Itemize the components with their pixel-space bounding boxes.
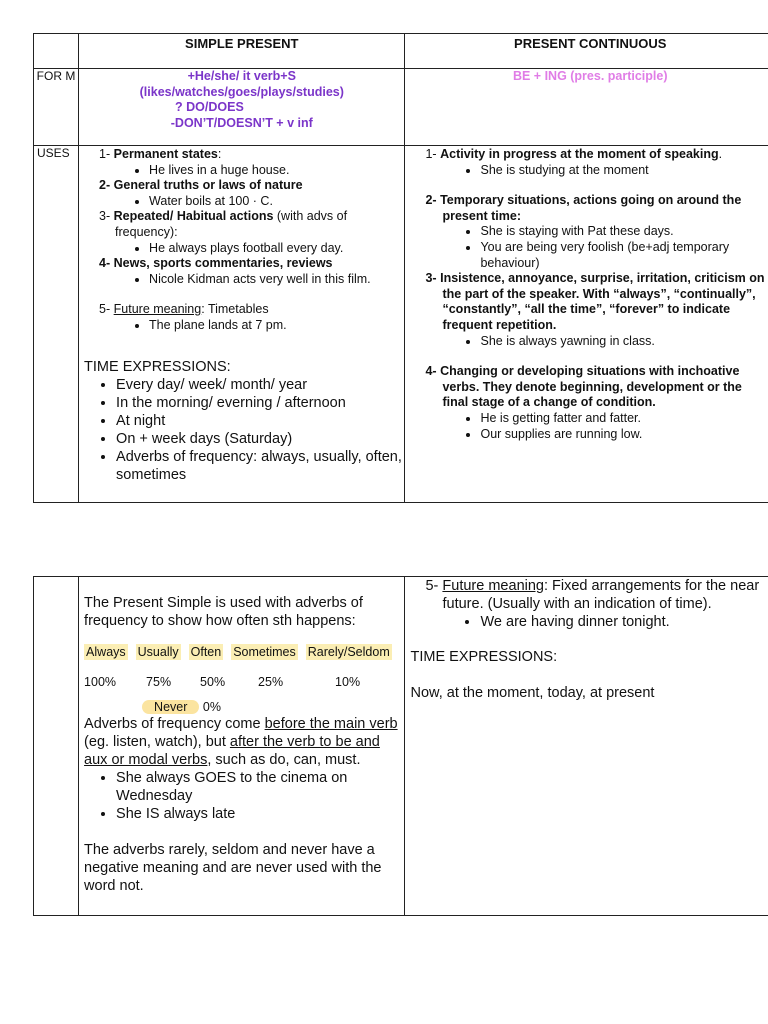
form-row xyxy=(34,69,768,146)
continuous-use-1: 1- Activity in progress at the moment of speaking. xyxy=(425,147,723,161)
simple-use-5-example: • The plane lands at 7 pm. xyxy=(149,318,404,334)
continuous-use-4: 4- Changing or developing situations with inchoative verbs. They denote beginning, development or the final stage of a change of condition. xyxy=(425,364,742,410)
header-row xyxy=(34,34,768,69)
uses-label: USES xyxy=(34,146,79,503)
uses-row xyxy=(34,146,768,503)
simple-form-question: ? DO/DOES xyxy=(175,100,244,114)
continuous-use-3: 3- Insistence, annoyance, surprise, irritation, criticism on the part of the speaker. With “always”, “continually”, “constantly”, “all the time”, “forever” to indicate frequent repetition. xyxy=(425,271,765,332)
continuous-use-2-example: • She is staying with Pat these days. xyxy=(480,224,768,240)
simple-use-1: 1- Permanent states: xyxy=(99,147,222,161)
header-simple-present: SIMPLE PRESENT xyxy=(79,34,405,69)
percent-usually: 75% xyxy=(146,675,172,689)
adverb-rarely-seldom: Rarely/Seldom xyxy=(307,645,390,659)
time-expression-item: • At night xyxy=(116,412,404,430)
simple-use-1-example: • He lives in a huge house. xyxy=(149,163,404,179)
time-expression-item: • In the morning/ everning / afternoon xyxy=(116,394,404,412)
frequency-example: • She always GOES to the cinema on Wednesday xyxy=(116,769,398,805)
adverb-often: Often xyxy=(190,645,222,659)
adverb-sometimes: Sometimes xyxy=(233,645,296,659)
simple-form-examples: (likes/watches/goes/plays/studies) xyxy=(139,84,344,99)
percent-never: 0% xyxy=(202,700,221,714)
simple-use-2-example: • Water boils at 100 · C. xyxy=(149,194,404,210)
simple-form-affirmative: +He/she/ it verb+S xyxy=(187,69,296,83)
tenses-table xyxy=(33,33,768,503)
simple-uses-cell xyxy=(79,146,405,503)
header-empty-cell xyxy=(34,34,79,69)
simple-use-4: 4- News, sports commentaries, reviews xyxy=(99,256,333,271)
continuous-uses-cell xyxy=(405,146,768,503)
simple-use-3: 3- Repeated/ Habitual actions (with advs of frequency): xyxy=(99,209,348,239)
continuous-use-5-example: • We are having dinner tonight. xyxy=(480,613,768,631)
header-present-continuous: PRESENT CONTINUOUS xyxy=(405,34,768,69)
simple-use-3-example: • He always plays football every day. xyxy=(149,241,404,257)
percent-rarely: 10% xyxy=(335,675,361,689)
negative-adverbs-note: The adverbs rarely, seldom and never have a negative meaning and are never used with the word not. xyxy=(84,842,382,894)
time-expression-item: • Every day/ week/ month/ year xyxy=(116,376,404,394)
continuous-use-4-example: • He is getting fatter and fatter. xyxy=(480,411,768,427)
percent-always: 100% xyxy=(84,675,117,689)
continuous-use-1-example: • She is studying at the moment xyxy=(480,163,768,179)
adverb-position-rule: Adverbs of frequency come before the main verb (eg. listen, watch), but after the verb to be and aux or modal verbs, such as do, can, must. xyxy=(84,716,398,768)
time-expressions-title: TIME EXPRESSIONS: xyxy=(84,358,231,375)
percent-often: 50% xyxy=(200,675,226,689)
continuous-use-2-example: • You are being very foolish (be+adj temporary behaviour) xyxy=(480,240,768,271)
adverbs-cell xyxy=(79,577,405,916)
time-expressions-continuous-title: TIME EXPRESSIONS: xyxy=(410,649,558,665)
continuous-form-text: BE + ING (pres. participle) xyxy=(512,69,668,83)
adverbs-row xyxy=(84,644,398,660)
simple-use-2: 2- General truths or laws of nature xyxy=(99,178,303,193)
continuous-use-2: 2- Temporary situations, actions going on around the present time: xyxy=(425,193,742,223)
adverb-never: Never xyxy=(142,700,199,714)
simple-form-cell xyxy=(79,69,405,146)
simple-use-5: 5- Future meaning: Timetables xyxy=(99,302,269,317)
percent-sometimes: 25% xyxy=(258,675,284,689)
continuous-form-cell xyxy=(405,69,768,146)
never-row xyxy=(84,700,398,714)
simple-form-negative: -DON’T/DOESN’T + v inf xyxy=(170,115,313,130)
time-expression-item: • On + week days (Saturday) xyxy=(116,430,404,448)
adverbs-intro: The Present Simple is used with adverbs of frequency to show how often sth happens: xyxy=(84,595,363,629)
time-expressions-simple xyxy=(79,358,404,484)
continuous-use-4-example: • Our supplies are running low. xyxy=(480,427,768,443)
time-expressions-continuous-text: Now, at the moment, today, at present xyxy=(410,685,655,701)
form-label: FOR M xyxy=(34,69,79,146)
continuous-use-5: 5- Future meaning: Fixed arrangements for the near future. (Usually with an indication of time). xyxy=(425,578,760,612)
frequency-empty-cell xyxy=(34,577,79,916)
time-expression-item: • Adverbs of frequency: always, usually, often, sometimes xyxy=(116,448,404,484)
percent-row xyxy=(84,675,398,689)
future-cell xyxy=(405,577,768,916)
continuous-use-3-example: • She is always yawning in class. xyxy=(480,334,768,350)
frequency-table xyxy=(33,576,768,916)
frequency-example: • She IS always late xyxy=(116,805,398,823)
simple-use-4-example: • Nicole Kidman acts very well in this film. xyxy=(149,272,404,288)
adverb-usually: Usually xyxy=(137,645,179,659)
frequency-row xyxy=(34,577,768,916)
adverb-always: Always xyxy=(86,645,126,659)
